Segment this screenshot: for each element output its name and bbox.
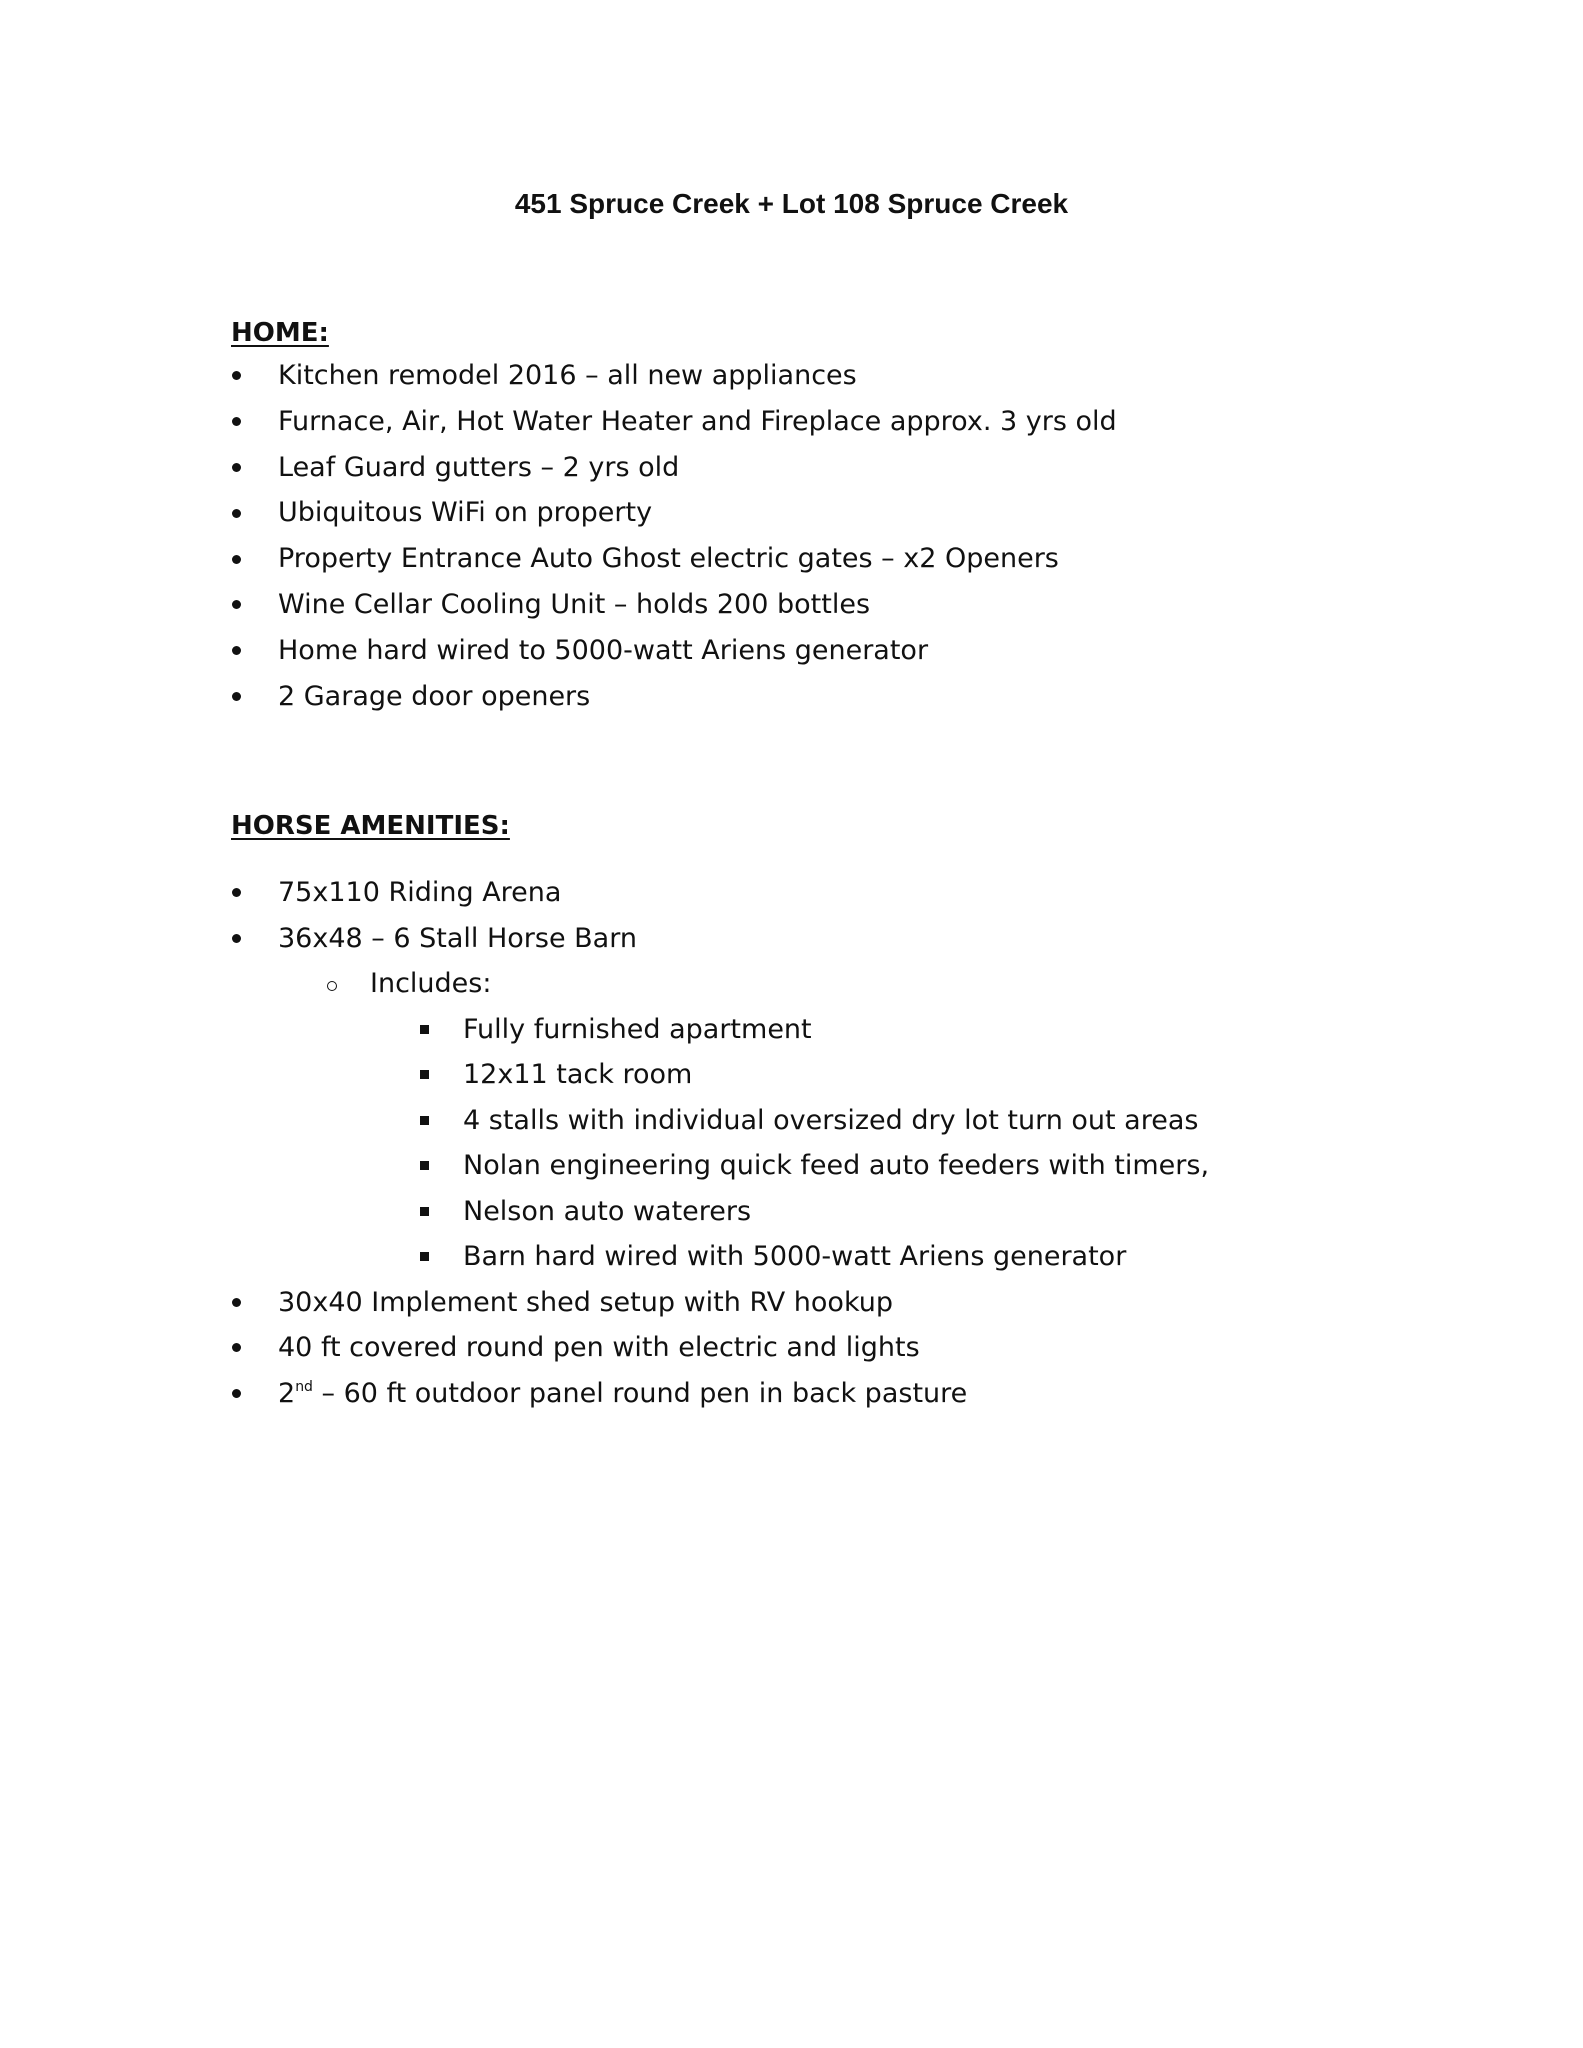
bullet-dot	[232, 1371, 244, 1417]
bullet-dot	[232, 1325, 244, 1371]
list-item-text: 40 ft covered round pen with electric and lights	[278, 1332, 920, 1363]
list-item	[0, 1098, 1400, 1144]
bullet-square	[420, 1189, 429, 1235]
list-item-text: Kitchen remodel 2016 – all new appliances	[278, 360, 857, 391]
list-item-text: Property Entrance Auto Ghost electric gates – x2 Openers	[278, 543, 1059, 575]
list-item-text	[278, 1371, 967, 1417]
bullet-dot	[232, 353, 244, 399]
home-list	[0, 353, 1400, 719]
document-title: 451 Spruce Creek + Lot 108 Spruce Creek	[514, 188, 1069, 219]
bullet-dot	[232, 916, 244, 962]
list-item	[0, 628, 1400, 674]
bullet-dot	[232, 536, 244, 582]
list-item	[0, 1325, 1400, 1371]
list-item	[0, 490, 1400, 536]
list-item-text: Home hard wired to 5000-watt Ariens generator	[278, 634, 929, 666]
list-item-text: 75x110 Riding Arena	[278, 877, 562, 908]
ordinal-number: 2	[278, 1377, 296, 1409]
bullet-square	[420, 1143, 429, 1189]
list-item-text: 12x11 tack room	[463, 1059, 693, 1090]
bullet-dot	[232, 674, 244, 720]
bullet-dot	[232, 1280, 244, 1326]
bullet-square	[420, 1234, 429, 1280]
list-item-includes	[0, 961, 1400, 1007]
includes-label: Includes:	[370, 968, 492, 999]
list-item-text: 30x40 Implement shed setup with RV hookup	[278, 1286, 894, 1318]
bullet-dot	[232, 399, 244, 445]
list-item	[0, 1007, 1400, 1053]
bullet-square	[420, 1052, 429, 1098]
bullet-dot	[232, 628, 244, 674]
list-item-text: Barn hard wired with 5000-watt Ariens generator	[463, 1241, 1127, 1272]
list-item	[0, 916, 1400, 962]
bullet-square	[420, 1007, 429, 1053]
list-item-text: Fully furnished apartment	[463, 1013, 812, 1045]
list-item	[0, 1280, 1400, 1326]
bullet-circle	[327, 961, 337, 1007]
list-item-text: 36x48 – 6 Stall Horse Barn	[278, 922, 637, 954]
list-item-text: Nolan engineering quick feed auto feeders with timers,	[463, 1150, 1210, 1181]
list-item	[0, 582, 1400, 628]
list-item	[0, 1189, 1400, 1235]
ordinal-suffix: nd	[295, 1378, 313, 1395]
list-item	[0, 870, 1400, 916]
list-item-text: Wine Cellar Cooling Unit – holds 200 bottles	[278, 588, 871, 620]
list-item-text: Furnace, Air, Hot Water Heater and Fireplace approx. 3 yrs old	[278, 405, 1117, 437]
horse-amenities-list	[0, 870, 1400, 1416]
list-item	[0, 1143, 1400, 1189]
list-item-text: Nelson auto waterers	[463, 1195, 752, 1227]
list-item-text: Ubiquitous WiFi on property	[278, 497, 653, 529]
home-heading: HOME:	[231, 318, 329, 348]
list-item	[0, 1052, 1400, 1098]
list-item-text: 4 stalls with individual oversized dry lot turn out areas	[463, 1104, 1199, 1136]
bullet-dot	[232, 445, 244, 491]
list-item	[0, 1234, 1400, 1280]
list-item	[0, 1371, 1400, 1417]
list-item	[0, 445, 1400, 491]
list-item-text: 2 Garage door openers	[278, 680, 591, 712]
bullet-dot	[232, 870, 244, 916]
list-item	[0, 536, 1400, 582]
list-item	[0, 353, 1400, 399]
list-item	[0, 399, 1400, 445]
bullet-dot	[232, 582, 244, 628]
bullet-dot	[232, 490, 244, 536]
bullet-square	[420, 1098, 429, 1144]
horse-amenities-heading: HORSE AMENITIES:	[231, 811, 510, 841]
list-item-text: Leaf Guard gutters – 2 yrs old	[278, 451, 680, 483]
list-item	[0, 674, 1400, 720]
list-item-rest: – 60 ft outdoor panel round pen in back pasture	[312, 1377, 968, 1409]
